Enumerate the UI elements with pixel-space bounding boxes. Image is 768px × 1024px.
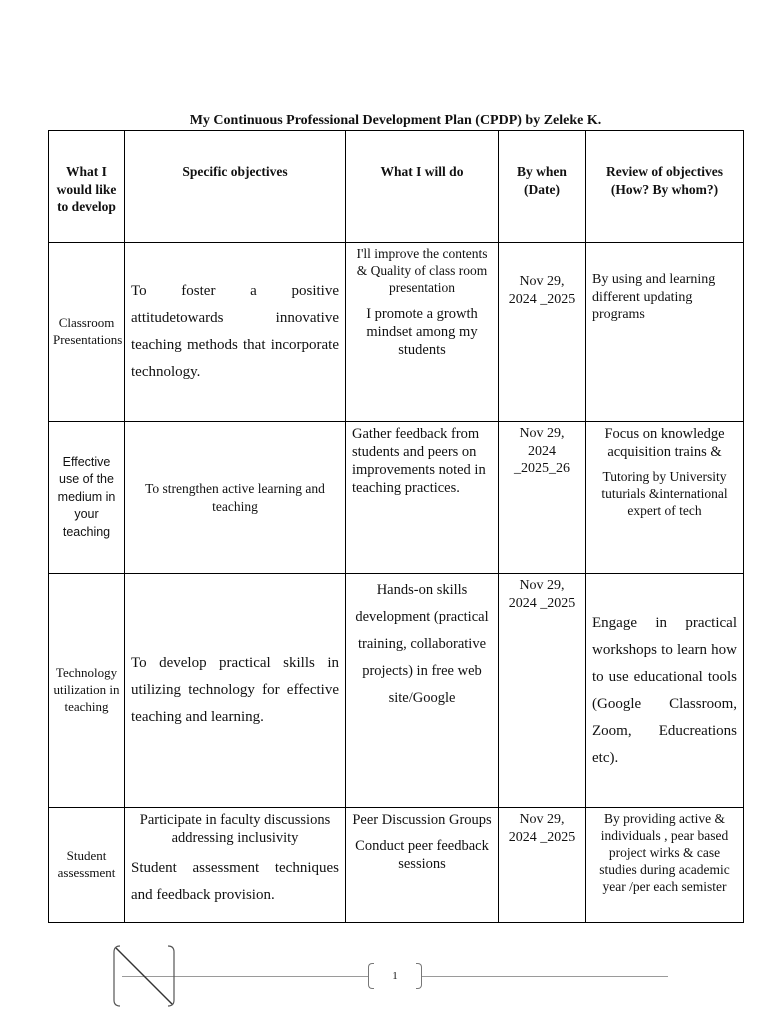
row-date: Nov 29, 2024 _2025 (499, 574, 586, 808)
header-objectives: Specific objectives (125, 131, 346, 243)
row-action: Conduct peer feedback sessions (355, 838, 489, 873)
row-action: I'll improve the contents & Quality of class room presentation (356, 246, 488, 295)
row-objective: To develop practical skills in utilizing technology for effective teaching and learning. (125, 574, 346, 808)
row-review: Engage in practical workshops to learn how to use educational tools (Google Classroom, Zoom, Educreations etc). (586, 574, 744, 808)
table-row (49, 574, 744, 808)
row-what-i-will-do (346, 808, 499, 923)
row-review-text: Focus on knowledge acquisition trains & (604, 426, 725, 461)
row-date: Nov 29, 2024 _2025 (499, 243, 586, 422)
row-objective: To foster a positive attitudetowards innovative teaching methods that incorporate technology. (125, 243, 346, 422)
row-objective-text: Participate in faculty discussions addressing inclusivity (139, 812, 331, 847)
footer-crossed-box-icon (112, 944, 176, 1008)
table-row (49, 422, 744, 574)
page-number: 1 (368, 963, 422, 989)
row-aspect: Effective use of the medium in your teaching (49, 422, 125, 574)
row-objective-text: Student assessment techniques and feedback provision. (131, 860, 339, 904)
table-header-row (49, 131, 744, 243)
header-review: Review of objectives (How? By whom?) (586, 131, 744, 243)
row-aspect: Technology utilization in teaching (49, 574, 125, 808)
table-row (49, 243, 744, 422)
header-what-i-will-do: What I will do (346, 131, 499, 243)
row-date: Nov 29, 2024 _2025_26 (499, 422, 586, 574)
row-what-i-will-do (346, 243, 499, 422)
row-objective: To strengthen active learning and teaching (125, 422, 346, 574)
row-review: By providing active & individuals , pear based project wirks & case studies during academic year /per each semister (586, 808, 744, 923)
row-review-text: Tutoring by University tuturials &international expert of tech (601, 469, 728, 518)
table-row (49, 808, 744, 923)
row-review (586, 422, 744, 574)
header-develop: What I would like to develop (49, 131, 125, 243)
row-what-i-will-do: Hands-on skills development (practical training, collaborative projects) in free web site/Google (346, 574, 499, 808)
row-aspect: Classroom Presentations (49, 243, 125, 422)
row-what-i-will-do: Gather feedback from students and peers on improvements noted in teaching practices. (346, 422, 499, 574)
row-action: I promote a growth mindset among my students (366, 305, 478, 358)
row-action: Peer Discussion Groups (352, 812, 492, 828)
document-title: My Continuous Professional Development Plan (CPDP) by Zeleke K. (189, 113, 602, 128)
row-objective (125, 808, 346, 923)
row-date: Nov 29, 2024 _2025 (499, 808, 586, 923)
header-by-when: By when (Date) (499, 131, 586, 243)
row-aspect: Student assessment (49, 808, 125, 923)
cpdp-table (48, 130, 744, 923)
row-review: By using and learning different updating programs (586, 243, 744, 422)
